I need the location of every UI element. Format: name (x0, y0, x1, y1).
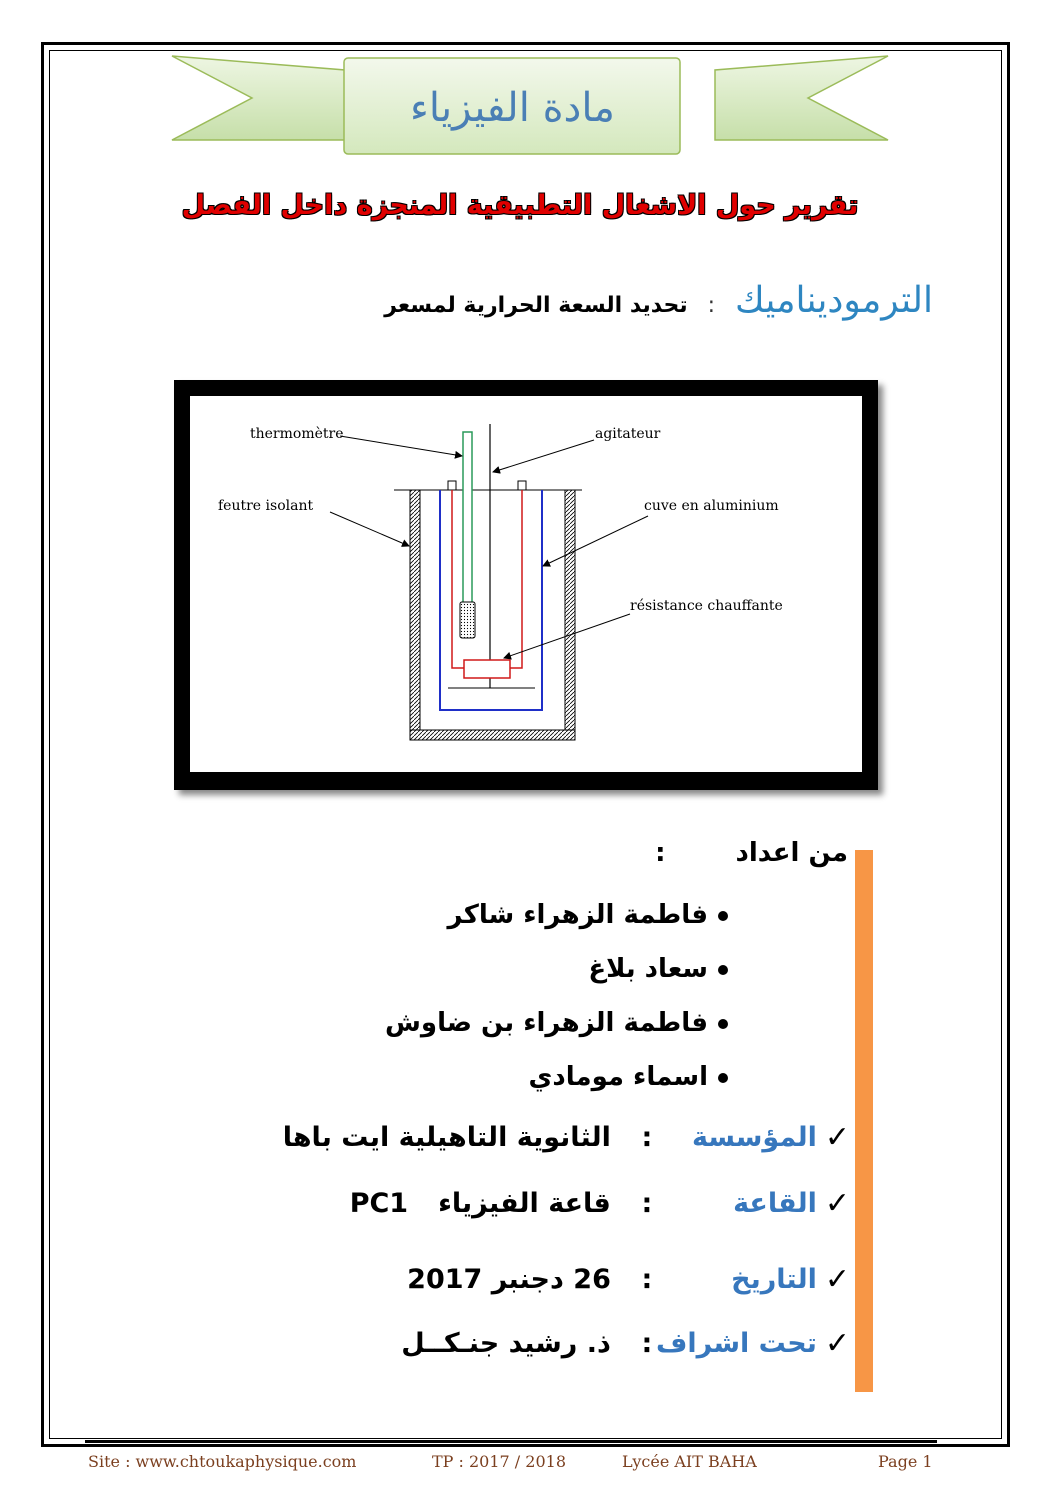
supervisor-value: ذ. رشيد جنـكــل (401, 1328, 611, 1359)
thermometer-bulb (460, 602, 475, 638)
lid-clip-right (518, 481, 526, 490)
footer-rule (85, 1440, 937, 1443)
heating-resistor (464, 660, 510, 678)
resistor-wire-left (452, 490, 464, 668)
checkmark-icon: ✓ (824, 1262, 850, 1297)
arrow-aluminium-vessel (543, 516, 648, 566)
supervisor-label: تحت اشراف (656, 1328, 817, 1359)
label-heating-resistor: résistance chauffante (630, 598, 783, 614)
date-label: التاريخ (731, 1264, 817, 1295)
calorimeter-diagram (190, 396, 862, 772)
thermometer-tube (463, 432, 472, 606)
footer-page: Page 1 (878, 1452, 933, 1471)
subject-title: مادة الفيزياء (410, 84, 615, 131)
author-item (385, 895, 728, 949)
bullet-icon (718, 911, 728, 921)
author-name: سعاد بلاغ (588, 954, 708, 984)
experiment-heading (384, 280, 933, 321)
insulation-right-wall (565, 490, 575, 730)
footer-site: Site : www.chtoukaphysique.com (88, 1452, 357, 1471)
label-stirrer: agitateur (595, 426, 661, 442)
author-name: فاطمة الزهراء بن ضاوش (385, 1008, 708, 1038)
insulation-bottom (410, 730, 575, 740)
calorimeter-diagram-canvas (190, 396, 862, 772)
institution-value: الثانوية التاهيلية ايت باها (282, 1122, 611, 1153)
prepared-by (655, 838, 848, 868)
report-title: تقرير حول الاشغال التطبيقية المنجزة داخل الفصل (181, 190, 859, 221)
label-aluminium-vessel: cuve en aluminium (644, 498, 779, 514)
label-insulating-felt: feutre isolant (218, 498, 314, 514)
resistor-wire-right (510, 490, 522, 668)
room-code: PC1 (349, 1188, 409, 1219)
date-value: 26 دجنبر 2017 (407, 1264, 611, 1295)
prepared-by-colon: : (655, 838, 666, 868)
bullet-icon (718, 1019, 728, 1029)
footer-school: Lycée AIT BAHA (622, 1452, 757, 1471)
info-date (407, 1262, 850, 1297)
info-supervisor (401, 1326, 850, 1361)
lid-clip-left (448, 481, 456, 490)
label-thermometer: thermomètre (250, 426, 344, 442)
arrow-stirrer (493, 440, 594, 472)
authors-list (385, 895, 728, 1111)
arrow-insulating-felt (330, 512, 409, 546)
author-item (385, 1003, 728, 1057)
checkmark-icon: ✓ (824, 1186, 850, 1221)
topic-label: الترموديناميك (735, 280, 933, 321)
bullet-icon (718, 1073, 728, 1083)
author-name: اسماء مومادي (528, 1062, 708, 1092)
orange-accent-bar (855, 850, 873, 1392)
room-value: قاعة الفيزياء (438, 1188, 611, 1219)
arrow-thermometer (340, 436, 462, 456)
calorimeter-diagram-frame (174, 380, 878, 790)
author-item (385, 1057, 728, 1111)
checkmark-icon: ✓ (824, 1120, 850, 1155)
date-colon: : (641, 1264, 653, 1295)
bullet-icon (718, 965, 728, 975)
supervisor-colon: : (641, 1328, 653, 1359)
experiment-title: تحديد السعة الحرارية لمسعر (384, 293, 688, 318)
author-item (385, 949, 728, 1003)
prepared-by-label: من اعداد (735, 838, 848, 868)
topic-colon: : (707, 293, 716, 318)
author-name: فاطمة الزهراء شاكر (447, 900, 708, 930)
room-label: القاعة (733, 1188, 817, 1219)
insulation-left-wall (410, 490, 420, 730)
footer-tp: TP : 2017 / 2018 (432, 1452, 566, 1471)
info-institution (283, 1120, 850, 1155)
room-colon: : (641, 1188, 653, 1219)
checkmark-icon: ✓ (824, 1326, 850, 1361)
info-room (350, 1186, 850, 1221)
institution-label: المؤسسة (692, 1122, 817, 1153)
institution-colon: : (641, 1122, 653, 1153)
